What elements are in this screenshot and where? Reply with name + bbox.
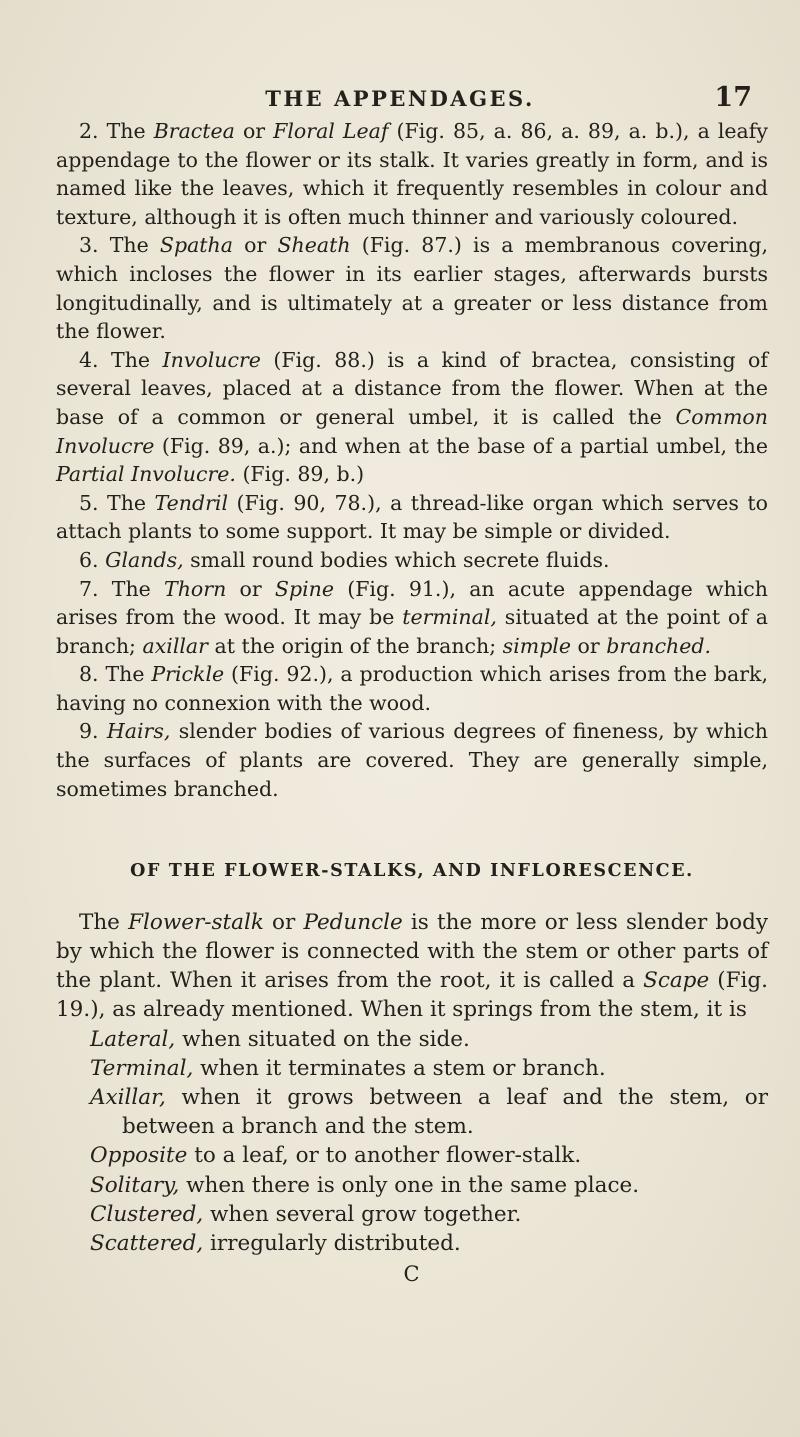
term-thorn: Thorn [164, 576, 227, 601]
term-definition: when situated on the side. [182, 1026, 470, 1052]
conjunction: or [577, 633, 600, 658]
term-flower-stalk: Flower-stalk [128, 909, 264, 935]
definition-text: slender bodies of various degrees of fineness, by which the surfaces of plants are covered. They are generally simple, sometimes branched. [56, 719, 768, 801]
article: The [111, 576, 151, 601]
paragraph-tendril [56, 489, 768, 546]
paragraph-hairs [56, 717, 768, 803]
page-number: 17 [714, 82, 752, 113]
paragraph-glands [56, 546, 768, 575]
definition-text: (Fig. 19.), as already mentioned. When it springs from the stem, it is [56, 968, 768, 1023]
term-scape: Scape [643, 968, 710, 994]
definition-text: is the more or less slender body by which the flower is connected with the stem or other parts of the plant. When it arises from the root, it is called a [56, 909, 768, 994]
article: The [107, 490, 147, 515]
term-item-scattered [56, 1229, 768, 1258]
peduncle-section [56, 908, 768, 1290]
definition-text: small round bodies which secrete fluids. [190, 547, 610, 572]
definition-text: (Fig. 90, 78.), a thread-like organ which serves to attach plants to some support. It may be simple or divided. [56, 490, 768, 544]
term-item-clustered [56, 1200, 768, 1229]
definition-text: (Fig. 89, a.); and when at the base of a partial umbel, the [161, 433, 768, 458]
paragraph-thorn [56, 575, 768, 661]
term-spine: Spine [274, 576, 334, 601]
term-glands: Glands, [105, 547, 184, 572]
term-simple: simple [502, 633, 571, 658]
term-label: Axillar, [90, 1085, 166, 1111]
term-hairs: Hairs, [106, 719, 171, 744]
paragraph-bractea [56, 117, 768, 231]
item-number: 5. [79, 490, 99, 515]
term-definition: when it grows between a leaf and the stem, or between a branch and the stem. [122, 1085, 768, 1140]
term-axillar: axillar [142, 633, 208, 658]
term-label: Solitary, [90, 1172, 180, 1198]
item-number: 4. [79, 347, 99, 372]
article: The [109, 233, 149, 258]
term-terminal: terminal, [402, 605, 497, 630]
term-spatha: Spatha [159, 233, 233, 258]
term-item-lateral [56, 1025, 768, 1054]
term-partial-involucre: Partial Involucre. [56, 462, 236, 487]
term-label: Lateral, [90, 1026, 176, 1052]
signature-mark: C [403, 1262, 421, 1287]
paragraph-involucre [56, 346, 768, 489]
definition-text: (Fig. 91.), an acute appendage which arises from the wood. It may be [56, 576, 768, 630]
definition-text: (Fig. 92.), a production which arises from the bark, having no connexion with the wood. [56, 662, 768, 715]
item-number: 7. [79, 576, 99, 601]
term-label: Terminal, [90, 1055, 194, 1081]
term-definition: when several grow together. [210, 1201, 522, 1227]
article: The [106, 119, 146, 143]
definition-text: (Fig. 85, a. 86, a. 89, a. b.), a leafy appendage to the flower or its stalk. It varies greatly in form, and is named like the leaves, which it frequently resembles in colour and texture, although it is often much thinner and variously coloured. [56, 119, 768, 229]
item-number: 2. [79, 119, 99, 143]
paragraph-spatha [56, 231, 768, 345]
term-floral-leaf: Floral Leaf [273, 119, 389, 143]
paragraph-prickle [56, 660, 768, 717]
conjunction: or [242, 119, 266, 143]
conjunction: or [244, 233, 267, 258]
page-header [40, 82, 760, 116]
definition-text: (Fig. 89, b.) [242, 462, 365, 487]
term-involucre: Involucre [162, 347, 261, 372]
term-peduncle: Peduncle [303, 909, 403, 935]
term-branched: branched. [606, 633, 712, 658]
term-label: Clustered, [90, 1201, 204, 1227]
term-bractea: Bractea [153, 119, 235, 143]
item-number: 3. [79, 233, 99, 258]
term-item-solitary [56, 1171, 768, 1200]
article: The [79, 909, 120, 935]
term-label: Scattered, [90, 1231, 204, 1257]
article: The [111, 347, 151, 372]
paragraph-peduncle [56, 908, 768, 1025]
conjunction: or [272, 909, 296, 935]
term-prickle: Prickle [151, 662, 225, 687]
term-sheath: Sheath [277, 233, 351, 258]
term-item-opposite [56, 1141, 768, 1170]
term-item-terminal [56, 1054, 768, 1083]
definition-text: (Fig. 88.) is a kind of bractea, consisting of several leaves, placed at a distance from the flower. When at the base of a common or general umbel, it is called the [56, 347, 768, 429]
item-number: 6. [79, 547, 99, 572]
definition-text: situated at the point of a branch; [56, 605, 768, 658]
item-number: 8. [79, 662, 99, 687]
item-number: 9. [79, 719, 99, 744]
term-definition: when there is only one in the same place. [186, 1172, 640, 1198]
definition-text: (Fig. 87.) is a membranous covering, which incloses the flower in its earlier stages, afterwards bursts longitudinally, and is ultimately at a greater or less distance from the flower. [56, 233, 768, 344]
term-item-axillar [56, 1083, 768, 1141]
running-head: THE APPENDAGES. [265, 86, 535, 111]
article: The [105, 662, 145, 687]
term-common-involucre: Common Involucre [56, 404, 768, 458]
term-tendril: Tendril [154, 490, 228, 515]
definition-text: at the origin of the branch; [214, 633, 497, 658]
term-definition: irregularly distributed. [210, 1231, 461, 1257]
body-text [56, 117, 768, 1289]
term-definition: to a leaf, or to another flower-stalk. [194, 1143, 582, 1169]
term-label: Opposite [90, 1143, 188, 1169]
conjunction: or [239, 576, 262, 601]
term-definition: when it terminates a stem or branch. [200, 1055, 606, 1081]
section-heading: OF THE FLOWER-STALKS, AND INFLORESCENCE. [130, 861, 694, 882]
